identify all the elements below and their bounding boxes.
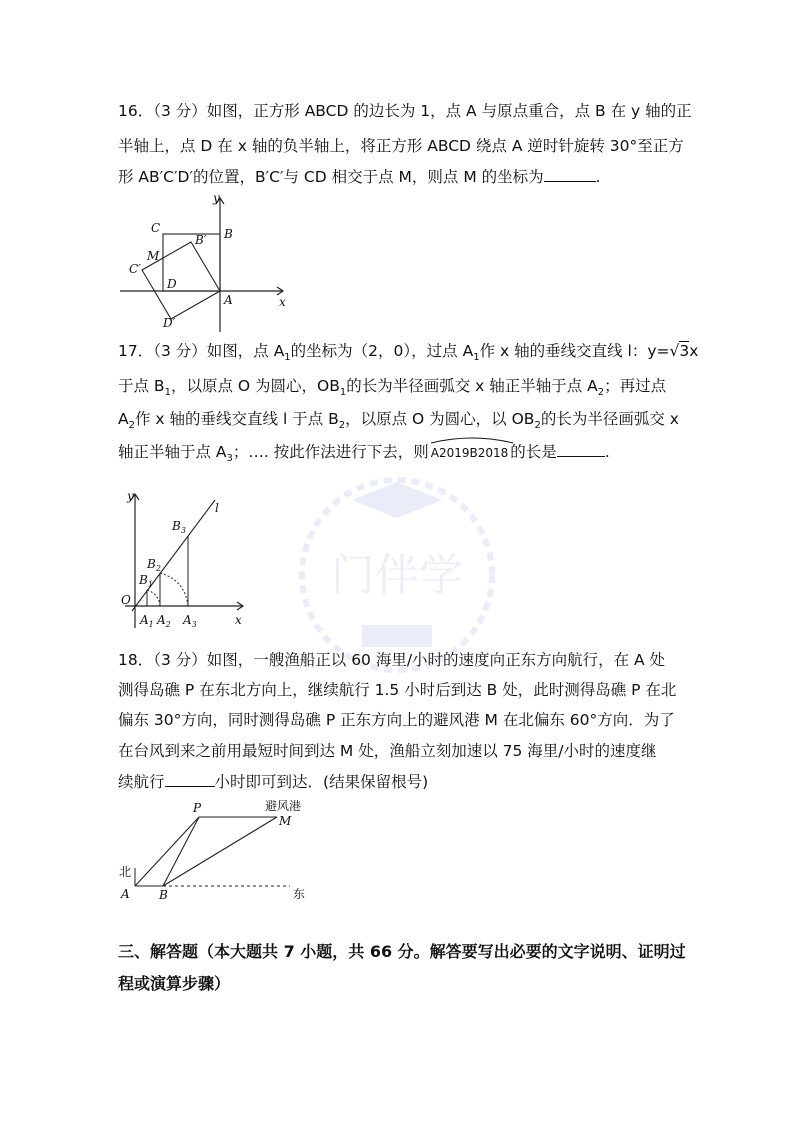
q16-label-M: M — [147, 249, 160, 263]
q16-line-3-text: 形 AB′C′D′的位置，B′C′与 CD 相交于点 M，则点 M 的坐标为 — [118, 168, 544, 186]
q17-text-3d: 的长为半径画弧交 x — [540, 410, 679, 428]
q17-sub-2c: 2 — [597, 387, 605, 399]
q17-label-B3: $B_3$ — [172, 519, 186, 535]
q17-label-A3: $A_3$ — [183, 613, 197, 629]
q17-sub-4a: 3 — [226, 453, 233, 465]
q17-line-2 — [118, 375, 666, 404]
q17-text-4a: 轴正半轴于点 A — [118, 443, 227, 461]
q18-line-5 — [118, 771, 428, 793]
q17-label-y: y — [127, 489, 134, 503]
q17-sqrt-value: 3 — [679, 342, 690, 360]
q18-line-2: 测得岛礁 P 在东北方向上，继续航行 1.5 小时后到达 B 处，此时测得岛礁 P 在北 — [118, 681, 677, 699]
q18-figure — [115, 798, 325, 903]
q16-answer-blank — [544, 167, 596, 182]
q18-label-east: 东 — [293, 887, 306, 901]
q18-text-5b: 小时即可到达．(结果保留根号) — [214, 773, 429, 791]
q17-text-2b: ，以原点 O 为圆心，OB — [170, 377, 340, 395]
q18-text-5a: 续航行 — [118, 773, 165, 791]
q16-label-C: C — [151, 221, 161, 235]
q17-label-O: O — [121, 593, 131, 607]
q17-text-4c: 的长是 — [510, 443, 557, 461]
q16-line-1: 16．（3 分）如图，正方形 ABCD 的边长为 1，点 A 与原点重合，点 B 在 y 轴的正 — [118, 102, 692, 120]
arc-symbol — [429, 434, 515, 444]
q17-sub-2a: 1 — [164, 387, 171, 399]
q16-label-B: B — [224, 227, 233, 241]
q16-label-Cp: C′ — [129, 262, 141, 276]
q16-label-x: x — [279, 295, 286, 309]
q16-label-Dp: D′ — [163, 316, 176, 330]
q17-figure — [115, 488, 255, 633]
section-3-heading-line-1: 三、解答题（本大题共 7 小题，共 66 分。解答要写出必要的文字说明、证明过 — [118, 942, 686, 961]
q17-label-A2: $A_2$ — [157, 613, 171, 629]
q18-label-A: A — [121, 887, 130, 901]
q17-text-3c: ，以原点 O 为圆心，以 OB — [345, 410, 535, 428]
q17-text-1d: x — [689, 342, 699, 360]
q16-label-Bp: B′ — [195, 233, 207, 247]
q17-text-3b: 作 x 轴的垂线交直线 l 于点 B — [134, 410, 339, 428]
q17-text-1c: 作 x 轴的垂线交直线 l：y= — [479, 342, 670, 360]
sqrt-symbol: √ — [669, 342, 680, 360]
q18-line-3: 偏东 30°方向，同时测得岛礁 P 正东方向上的避风港 M 在北偏东 60°方向．为了 — [118, 711, 675, 729]
q17-text-2c: 的长为半径画弧交 x 轴正半轴于点 A — [346, 377, 598, 395]
q17-label-B1: $B_1$ — [139, 573, 153, 589]
q17-label-A1: $A_1$ — [140, 613, 154, 629]
q17-label-l: l — [215, 501, 219, 515]
q17-text-4b: ；…. 按此作法进行下去，则 — [232, 443, 429, 461]
q18-label-harbor: 避风港 — [265, 799, 302, 813]
q17-text-1a: 17．（3 分）如图，点 A — [118, 342, 285, 360]
q16-label-A: A — [224, 293, 233, 307]
q17-line-3 — [118, 408, 679, 437]
q17-label-x: x — [235, 613, 242, 627]
watermark-text: 门伴学 — [331, 550, 463, 601]
q18-label-north: 北 — [119, 865, 132, 879]
section-3-heading-line-2: 程或演算步骤） — [118, 974, 231, 993]
q18-line-4: 在台风到来之前用最短时间到达 M 处，渔船立刻加速以 75 海里/小时的速度继 — [118, 742, 657, 760]
q16-line-2: 半轴上，点 D 在 x 轴的负半轴上，将正方形 ABCD 绕点 A 逆时针旋转 30°至正方 — [118, 137, 684, 155]
q16-label-y: y — [213, 192, 220, 205]
q18-label-P: P — [193, 801, 202, 815]
q17-text-3a: A — [118, 410, 129, 428]
q18-answer-blank — [165, 772, 215, 787]
arc-expression — [429, 442, 511, 464]
q18-label-M: M — [279, 814, 292, 828]
q16-line-3 — [118, 166, 601, 188]
q17-label-B2: $B_2$ — [147, 557, 161, 573]
q16-line-3-end: . — [595, 168, 601, 186]
q17-text-2d: ；再过点 — [604, 377, 667, 395]
q17-sub-1a: 1 — [284, 352, 291, 364]
q16-label-D: D — [167, 277, 177, 291]
q17-text-4d: . — [604, 443, 610, 461]
q16-figure — [115, 192, 295, 337]
q17-sub-3b: 2 — [338, 420, 346, 432]
q17-sub-3a: 2 — [128, 420, 135, 432]
q18-line-1: 18．（3 分）如图，一艘渔船正以 60 海里/小时的速度向正东方向航行，在 A 处 — [118, 651, 666, 669]
q17-text-1b: 的坐标为（2，0），过点 A — [290, 342, 474, 360]
q17-sub-3c: 2 — [534, 420, 541, 432]
q17-text-2a: 于点 B — [118, 377, 165, 395]
q17-line-4 — [118, 441, 610, 470]
q18-label-B: B — [159, 888, 168, 902]
q17-answer-blank — [557, 442, 605, 457]
q17-line-1 — [118, 340, 698, 369]
q17-sub-1b: 1 — [473, 352, 480, 364]
q17-sub-2b: 1 — [339, 387, 347, 399]
q17-arc-label: A2019B2018 — [430, 446, 509, 460]
